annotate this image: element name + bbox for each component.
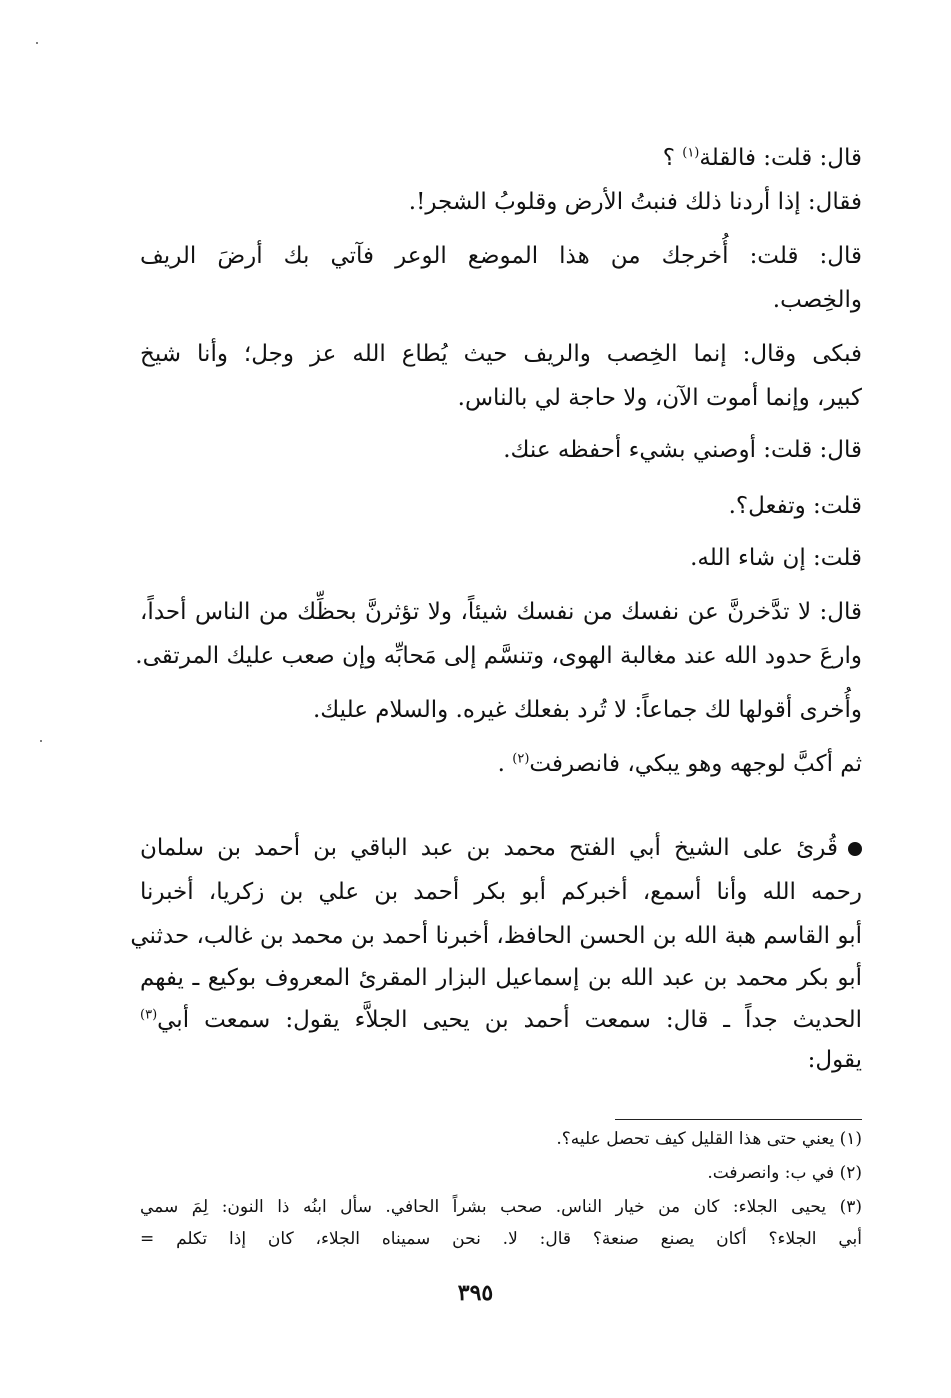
text-line-15: رحمه الله وأنا أسمع، أخبركم أبو بكر أحمد بن علي بن زكريا، أخبرنا	[140, 879, 862, 905]
text-line-18	[140, 1005, 862, 1035]
bullet-icon	[848, 842, 862, 856]
footnote-reference: (١)	[682, 145, 700, 161]
text-line-1	[663, 143, 862, 173]
text-segment: قال: قلت: فالقلة	[699, 145, 862, 171]
text-line-6: كبير، وإنما أموت الآن، ولا حاجة لي بالناس.	[457, 385, 862, 411]
footnote-reference: (٣)	[140, 1007, 158, 1023]
footnote-3-line-2: أبي الجلاء؟ أكان يصنع صنعة؟ قال: لا. نحن سميناه الجلاء، كان إذا تكلم =	[140, 1229, 862, 1249]
text-line-7: قال: قلت: أوصني بشيء أحفظه عنك.	[503, 437, 862, 463]
text-line-19: يقول:	[807, 1047, 862, 1073]
text-line-17: أبو بكر محمد بن عبد الله بن إسماعيل البزار المقرئ المعروف بوكيع ـ يفهم	[140, 965, 862, 991]
page-number: ٣٩٥	[457, 1280, 494, 1306]
text-segment: ثم أكبَّ لوجهه وهو يبكي، فانصرفت	[529, 751, 862, 777]
text-line-8: قلت: وتفعل؟.	[728, 493, 862, 519]
scan-speck	[40, 740, 42, 742]
text-line-14	[140, 833, 862, 863]
text-segment: ؟	[662, 145, 683, 171]
text-line-11: وارعَ حدود الله عند مغالبة الهوى، وتنسَّم إلى مَحابِّه وإن صعب عليك المرتقى.	[135, 643, 862, 669]
footnote-2: (٢) في ب: وانصرفت.	[707, 1163, 862, 1183]
text-line-13	[498, 749, 862, 779]
text-line-12: وأُخرى أقولها لك جماعاً: لا تُرد بفعلك غيره. والسلام عليك.	[312, 697, 862, 723]
text-line-9: قلت: إن شاء الله.	[690, 545, 862, 571]
text-line-3: قال: قلت: أُخرجك من هذا الموضع الوعر فآتي بك أرضَ الريف	[140, 243, 862, 269]
text-line-4: والخِصب.	[772, 287, 862, 313]
footnote-1: (١) يعني حتى هذا القليل كيف تحصل عليه؟.	[556, 1129, 862, 1149]
text-segment: الحديث جداً ـ قال: سمعت أحمد بن يحيى الجلاَّء يقول: سمعت أبي	[157, 1007, 862, 1033]
footnote-separator	[615, 1119, 862, 1120]
text-segment: .	[497, 751, 513, 777]
text-line-10: قال: لا تدَّخرنَّ عن نفسك من نفسك شيئاً، ولا تؤثرنَّ بحظِّك من الناس أحداً،	[140, 599, 862, 625]
text-line-5: فبكى وقال: إنما الخِصب والريف حيث يُطاع الله عز وجل؛ وأنا شيخ	[140, 341, 862, 367]
text-line-16: أبو القاسم هبة الله بن الحسن الحافظ، أخبرنا أحمد بن محمد بن غالب، حدثني	[130, 923, 862, 949]
footnote-3-line-1: (٣) يحيى الجلاء: كان من خيار الناس. صحب بشراً الحافي. سأل ابنُه ذا النون: لِمَ سمي	[140, 1197, 862, 1217]
text-segment: قُرئ على الشيخ أبي الفتح محمد بن عبد الباقي بن أحمد بن سلمان	[140, 835, 838, 861]
text-line-2: فقال: إذا أردنا ذلك فنبتُ الأرض وقلوبُ الشجر!.	[408, 189, 862, 215]
footnote-reference: (٢)	[512, 751, 530, 767]
scan-speck	[36, 42, 38, 44]
